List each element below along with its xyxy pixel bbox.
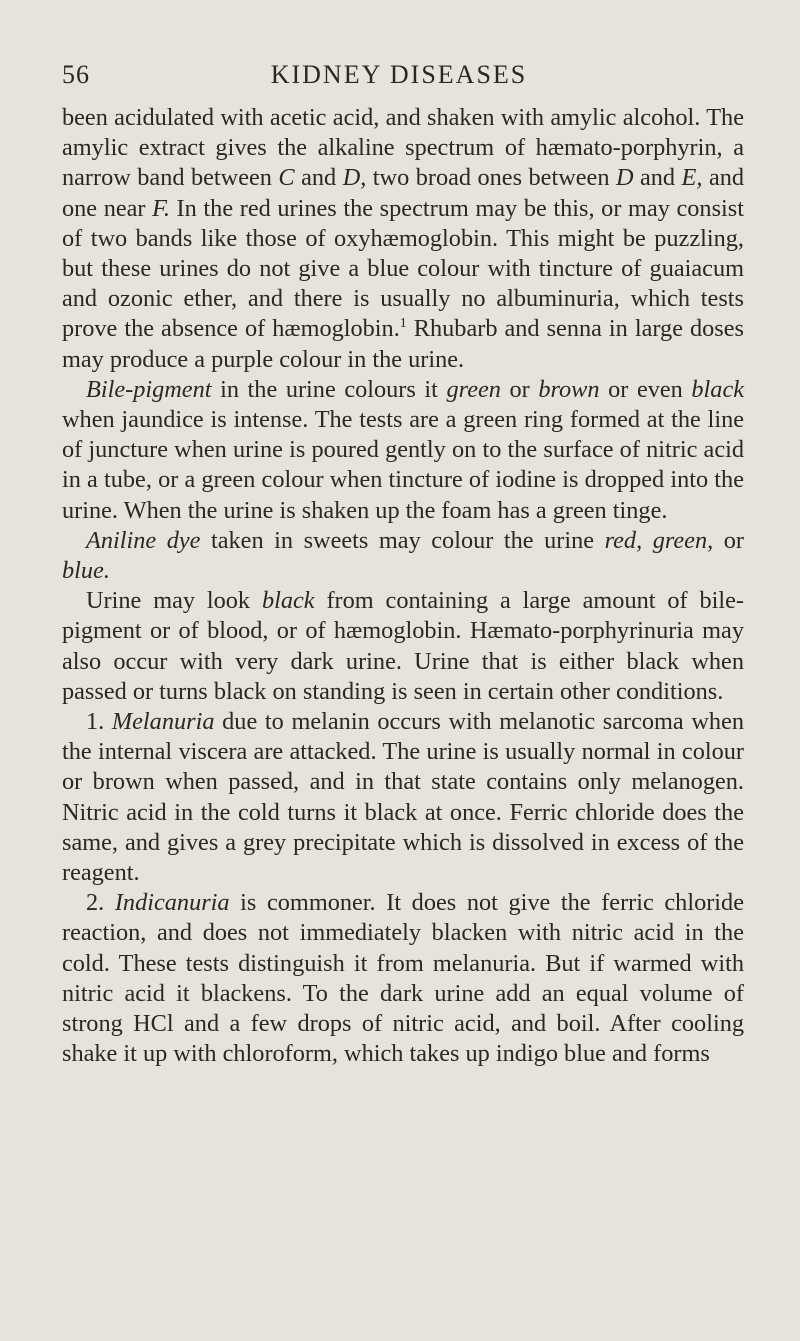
text-run: and <box>633 164 682 192</box>
italic-term: black <box>691 375 745 403</box>
italic-term: D <box>615 164 634 192</box>
paragraph-bile-pigment <box>62 375 744 526</box>
text-run: two broad ones between <box>366 164 616 192</box>
list-number: 1. <box>86 708 105 736</box>
paragraph-indicanuria <box>62 888 744 1069</box>
italic-term: blue. <box>62 557 110 585</box>
text-run: Urine may look <box>86 587 262 615</box>
italic-term: Bile-pigment <box>86 375 212 403</box>
text-run: or <box>713 526 744 554</box>
footnote-mark: 1 <box>399 316 407 332</box>
text-run: In the red urines the spectrum may be this, or may consist of two bands like those of oxyhæmoglobin. This might be puzzling, but these urines do not give a blue colour with tincture of guaiacum and ozonic ether, and there is usually no albuminuria, which tests prove the absence of hæmoglobin. <box>62 194 744 343</box>
text-run: and one near <box>62 164 745 222</box>
text-run: is commoner. It does not give the ferric chloride reaction, and does not immediately blacken with nitric acid in the cold. These tests distinguish it from melanuria. But if warmed with nitric acid it blackens. To the dark urine add an equal volume of strong HCl and a few drops of nitric acid, and boil. After cooling shake it up with chloroform, which takes up indigo blue and forms <box>62 889 744 1068</box>
italic-term: red, green, <box>604 526 714 554</box>
paragraph-black-urine <box>62 586 744 707</box>
text-run: or even <box>599 375 692 403</box>
italic-term: E, <box>681 164 703 192</box>
text-run: been acidulated with acetic acid, and shaken with amylic alcohol. The amylic extract gives the alkaline spectrum of hæmato-porphyrin, a narrow band between <box>62 104 744 192</box>
italic-term: F. <box>152 194 170 222</box>
italic-term: green <box>446 375 501 403</box>
page-number: 56 <box>62 60 90 89</box>
text-run: from containing a large amount of bile-pigment or of blood, or of hæmoglobin. Hæmato-porphyrinuria may also occur with very dark urine. Urine that is either black when passed or turns black on standing is seen in certain other conditions. <box>62 587 744 705</box>
italic-term: Indicanuria <box>114 889 230 917</box>
body-text <box>62 103 744 1070</box>
text-run: or <box>500 375 539 403</box>
text-run: and <box>294 164 343 192</box>
text-run: taken in sweets may colour the urine <box>200 526 605 554</box>
paragraph-spectrum <box>62 103 744 375</box>
page-header <box>62 60 736 94</box>
italic-term: black <box>261 587 315 615</box>
italic-term: Aniline dye <box>86 526 201 554</box>
running-title: KIDNEY DISEASES <box>270 60 528 89</box>
italic-term: D, <box>342 164 367 192</box>
paragraph-melanuria <box>62 707 744 888</box>
italic-term: brown <box>538 375 600 403</box>
text-run: in the urine colours it <box>211 375 447 403</box>
italic-term: Melanuria <box>111 708 215 736</box>
italic-term: C <box>278 164 295 192</box>
text-run: due to melanin occurs with melanotic sarcoma when the internal viscera are attacked. The urine is usually normal in colour or brown when passed, and in that state contains only melanogen. Nitric acid in the cold turns it black at once. Ferric chloride does the same, and gives a grey precipitate which is dissolved in excess of the reagent. <box>62 708 744 887</box>
text-run: Rhubarb and senna in large doses may produce a purple colour in the urine. <box>62 315 744 373</box>
text-run: when jaundice is intense. The tests are a green ring formed at the line of juncture when urine is poured gently on to the surface of nitric acid in a tube, or a green colour when tincture of iodine is dropped into the urine. When the urine is shaken up the foam has a green tinge. <box>62 406 744 524</box>
list-number: 2. <box>86 889 105 917</box>
paragraph-aniline-dye <box>62 526 744 586</box>
